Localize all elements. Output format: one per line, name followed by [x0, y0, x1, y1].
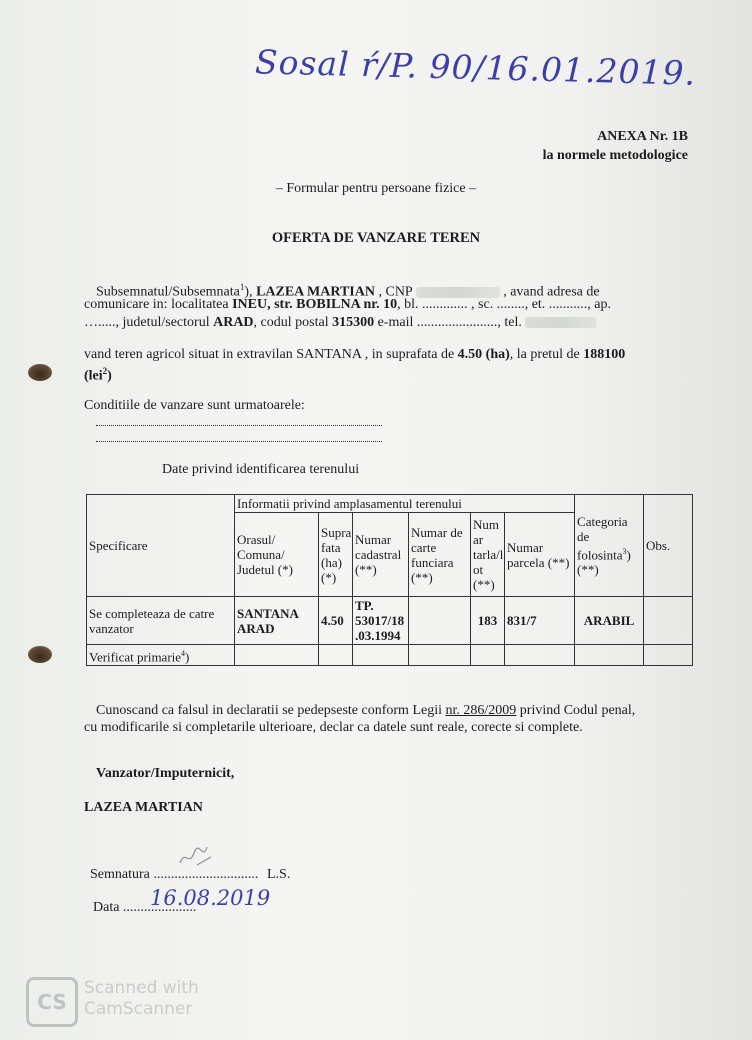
- header-oras: Orasul/ Comuna/ Judetul (*): [235, 513, 319, 597]
- empty-cell: [409, 645, 471, 666]
- cell-tarla: 183: [471, 597, 505, 645]
- categ-label: Categoria de folosinta: [577, 513, 628, 563]
- cell-suprafata: 4.50: [319, 597, 353, 645]
- punch-hole-top: [28, 364, 52, 381]
- cell-categorie: ARABIL: [575, 597, 644, 645]
- land-line-1: [84, 346, 625, 363]
- county-label: …....., judetul/sectorul: [84, 315, 210, 330]
- seller-cnp-label: , CNP: [378, 284, 413, 300]
- watermark-line-2: CamScanner: [84, 999, 193, 1019]
- empty-cell: [644, 645, 693, 666]
- land-id-heading: Date privind identificarea terenului: [162, 462, 360, 477]
- camscanner-watermark: [84, 978, 199, 1020]
- land-table: [86, 494, 693, 666]
- header-carte-funciara: Numar de carte funciara (**): [409, 513, 471, 597]
- signer-name: LAZEA MARTIAN: [84, 800, 203, 815]
- categ-end: ) (**): [577, 547, 631, 578]
- redacted-phone: [525, 317, 597, 328]
- header-parcela: Numar parcela (**): [505, 513, 575, 597]
- empty-cell: [235, 645, 319, 666]
- row-label-primarie: [87, 645, 235, 666]
- cell-carte-funciara: [409, 597, 471, 645]
- declaration-a: Cunoscand ca falsul in declaratii se pedepseste conform Legii: [96, 703, 442, 718]
- seller-address-label: , avand adresa de: [503, 284, 600, 300]
- currency-close: ): [107, 368, 112, 384]
- handwritten-registration: Sosal ŕ/P. 90/16.01.2019.: [254, 42, 697, 93]
- empty-cell: [319, 645, 353, 666]
- header-tarla: Num ar tarla/l ot (**): [471, 513, 505, 597]
- currency: (lei: [84, 368, 103, 384]
- annex-subtitle: la normele metodologice: [542, 148, 688, 163]
- annex-title: ANEXA Nr. 1B: [597, 129, 688, 144]
- signature-scribble: [177, 843, 215, 869]
- signature-field: Semnatura ..............................: [90, 867, 259, 882]
- conditions-label: Conditiile de vanzare sunt urmatoarele:: [84, 398, 305, 413]
- seller-name: LAZEA MARTIAN: [256, 284, 375, 300]
- table-row-primarie: [87, 645, 693, 666]
- cell-obs: [644, 597, 693, 645]
- seller-prefix: Subsemnatul/Subsemnata: [96, 284, 240, 300]
- watermark-line-1: Scanned with: [84, 978, 199, 998]
- seller-line-2: [84, 296, 611, 313]
- cell-oras: SANTANA ARAD: [235, 597, 319, 645]
- ls-mark: L.S.: [267, 867, 291, 882]
- primarie-label: Verificat primarie: [89, 649, 182, 665]
- footnote-1: 1: [239, 282, 245, 292]
- seller-line-3: [84, 314, 597, 331]
- law-reference: nr. 286/2009: [445, 703, 517, 718]
- date-field: Data .....................: [93, 900, 197, 915]
- conditions-line-2: [96, 441, 382, 442]
- header-categorie: [575, 495, 644, 597]
- land-area: 4.50 (ha): [457, 347, 510, 362]
- land-price-label: , la pretul de: [509, 347, 580, 362]
- header-cadastral: Numar cadastral (**): [353, 513, 409, 597]
- cell-parcela: 831/7: [505, 597, 575, 645]
- email-phone-label: e-mail ......................., tel.: [377, 315, 522, 330]
- header-specificare: Specificare: [87, 495, 235, 597]
- county-value: ARAD: [213, 315, 254, 330]
- empty-cell: [505, 645, 575, 666]
- declaration-line-1: [96, 702, 635, 719]
- empty-cell: [353, 645, 409, 666]
- address-suffix: , bl. ............. , sc. ........, et. ..........., ap.: [397, 297, 612, 312]
- address-prefix: comunicare in: localitatea: [84, 297, 229, 312]
- conditions-line-1: [96, 425, 382, 426]
- postal-label: , codul postal: [253, 315, 329, 330]
- header-obs: Obs.: [644, 495, 693, 597]
- annex-header: [543, 127, 688, 165]
- footnote-3: 3: [622, 546, 627, 556]
- land-line-2: [84, 363, 112, 385]
- row-label-vanzator: Se completeaza de catre vanzator: [87, 597, 235, 645]
- signer-role: Vanzator/Imputernicit,: [96, 766, 235, 781]
- declaration-line-2: cu modificarile si completarile ulterioare, declar ca datele sunt reale, corecte si complete.: [84, 720, 583, 735]
- camscanner-logo: CS: [26, 977, 78, 1027]
- land-price: 188100: [583, 347, 626, 362]
- document-title: OFERTA DE VANZARE TEREN: [271, 230, 481, 246]
- primarie-end: ): [185, 649, 190, 665]
- header-info: Informatii privind amplasamentul terenului: [235, 495, 575, 513]
- cell-cadastral: TP. 53017/18 .03.1994: [353, 597, 409, 645]
- postal-value: 315300: [332, 315, 375, 330]
- punch-hole-bottom: [28, 646, 52, 663]
- form-type: – Formular pentru persoane fizice –: [275, 181, 477, 196]
- seller-paren: ),: [244, 284, 253, 300]
- footnote-4: 4: [181, 649, 186, 658]
- address-locality: INEU, str. BOBILNA nr. 10: [232, 297, 398, 312]
- declaration-b: privind Codul penal,: [519, 703, 636, 718]
- handwritten-date: 16.08.2019: [150, 886, 271, 910]
- header-suprafata: Supra fata (ha) (*): [319, 513, 353, 597]
- table-row-vanzator: [87, 597, 693, 645]
- footnote-2: 2: [102, 366, 108, 376]
- land-prefix: vand teren agricol situat in extravilan SANTANA , in suprafata de: [84, 347, 455, 362]
- empty-cell: [471, 645, 505, 666]
- empty-cell: [575, 645, 644, 666]
